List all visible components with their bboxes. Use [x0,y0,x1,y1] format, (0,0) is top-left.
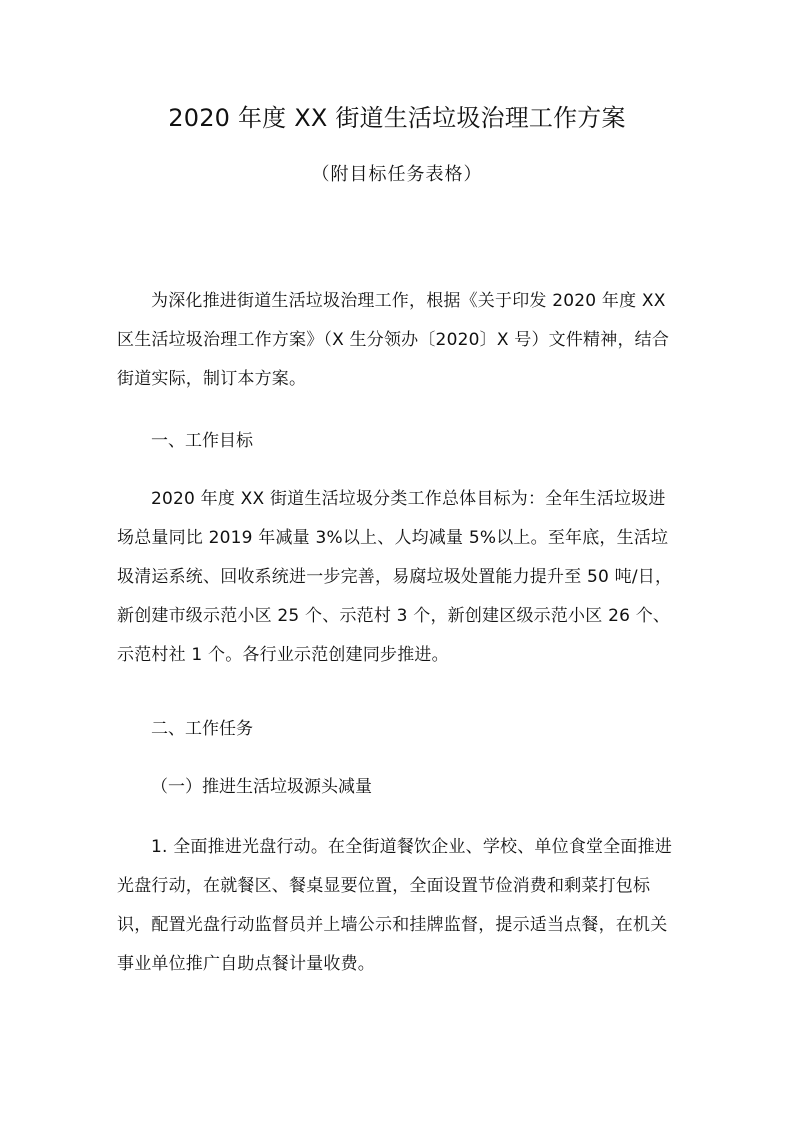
task-item-1-paragraph: 1. 全面推进光盘行动。在全街道餐饮企业、学校、单位食堂全面推进光盘行动，在就餐区、餐桌显要位置，全面设置节俭消费和剩菜打包标识，配置光盘行动监督员并上墙公示和挂牌监督，提示适当点餐，在机关事业单位推广自助点餐计量收费。 [117,837,673,974]
intro-paragraph: 为深化推进街道生活垃圾治理工作，根据《关于印发 2020 年度 XX 区生活垃圾治理工作方案》（X 生分领办〔2020〕X 号）文件精神，结合街道实际，制订本方案。 [117,291,670,389]
document-subtitle: （附目标任务表格） [311,164,483,185]
section-heading-goals: 一、工作目标 [151,431,253,451]
document-title: 2020 年度 XX 街道生活垃圾治理工作方案 [168,104,626,132]
goals-paragraph: 2020 年度 XX 街道生活垃圾分类工作总体目标为：全年生活垃圾进场总量同比 2019 年减量 3%以上、人均减量 5%以上。至年底，生活垃圾清运系统、回收系统进一步完善，易腐垃圾处置能力提升至 50 吨/日，新创建市级示范小区 25 个、示范村 3 个，新创建区级示范小区 26 个、示范村社 1 个。各行业示范创建同步推进。 [117,489,673,665]
section-heading-tasks: 二、工作任务 [151,719,253,739]
subsection-heading-source-reduction: （一）推进生活垃圾源头减量 [151,777,372,797]
